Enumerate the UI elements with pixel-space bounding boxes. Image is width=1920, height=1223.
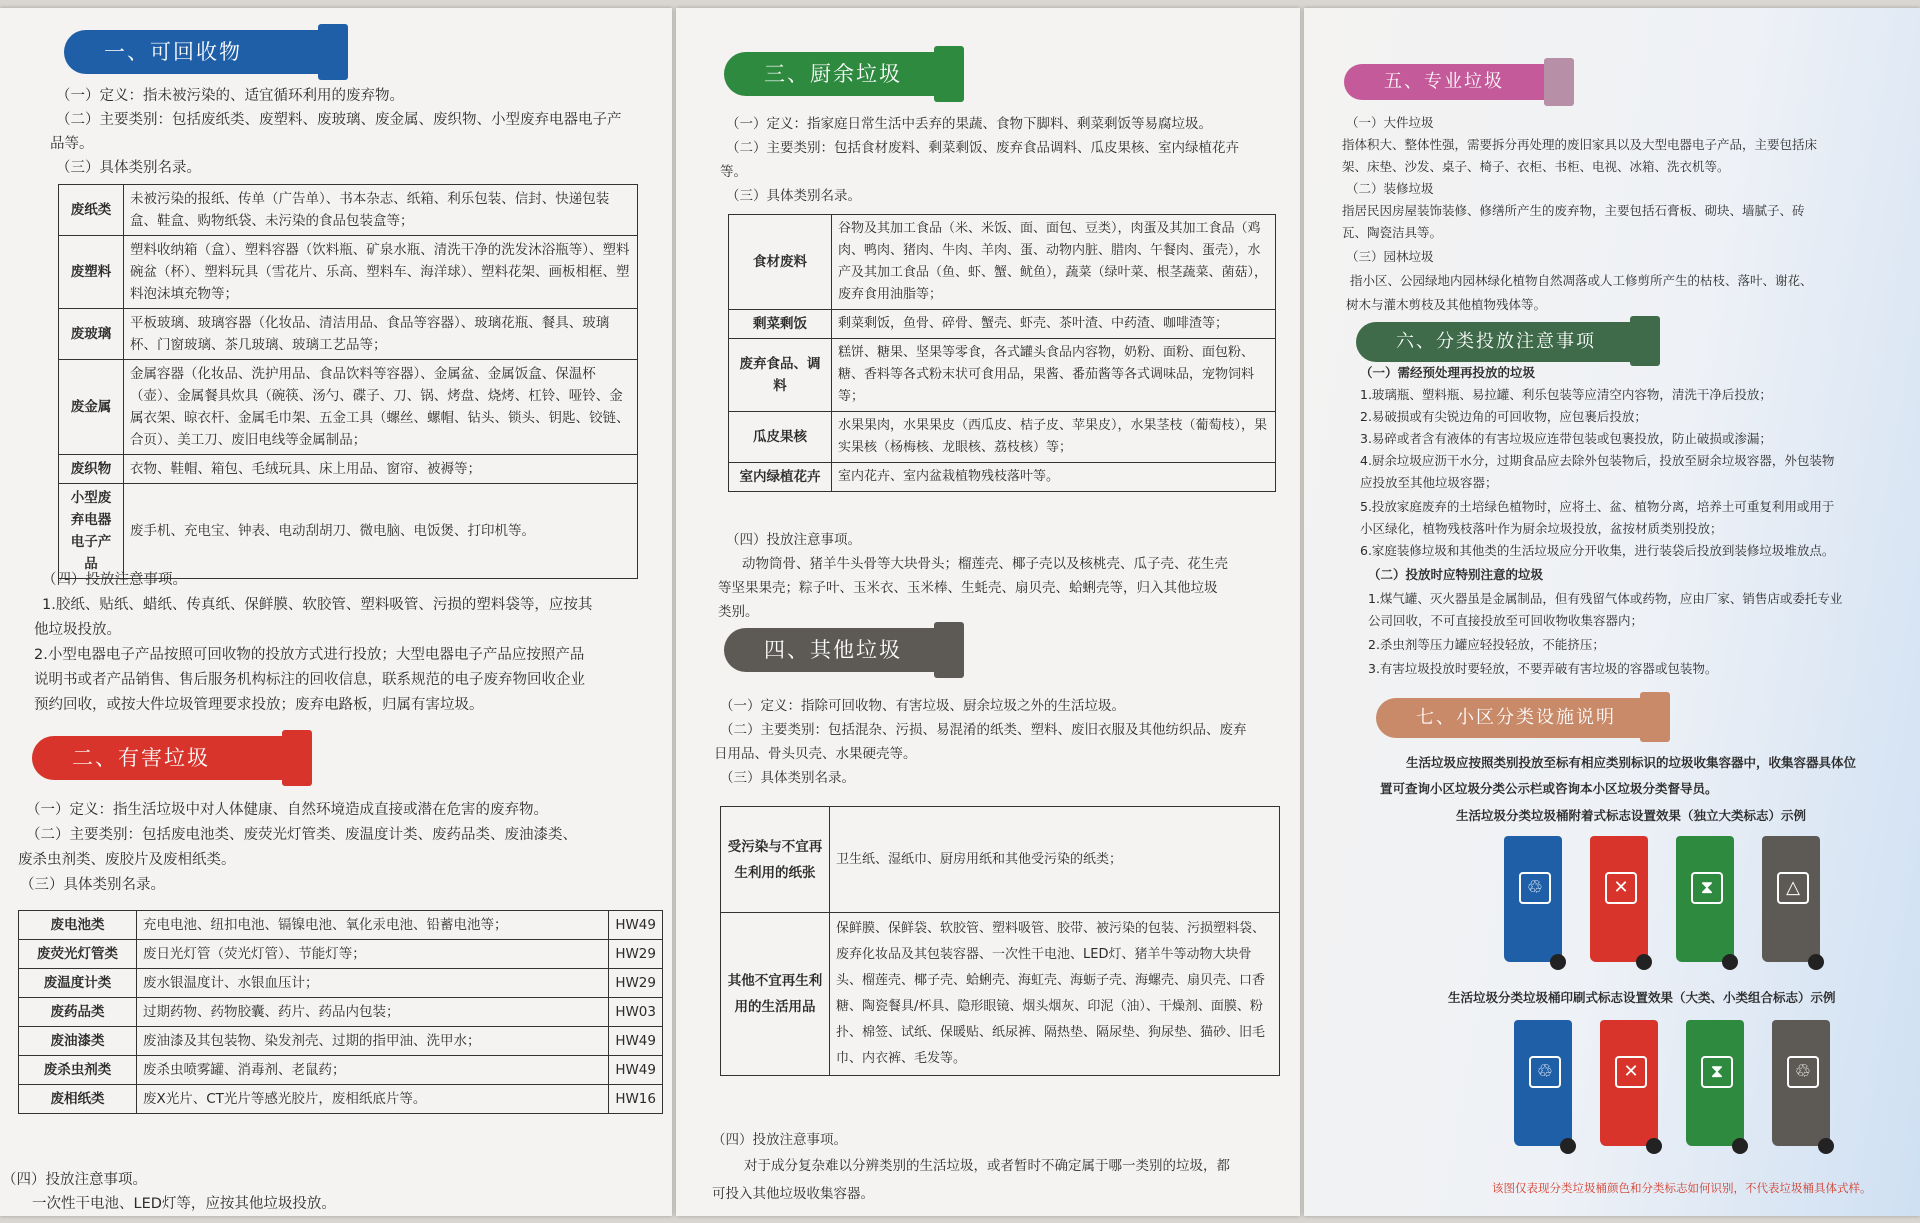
bin-icon [318, 24, 348, 80]
notes-heading: （二）投放时应特别注意的垃圾 [1368, 567, 1544, 582]
notes-line: 说明书或者产品销售、售后服务机构标注的回收信息，联系规范的电子废弃物回收企业 [34, 672, 585, 688]
hazardous-table [18, 910, 663, 1114]
hazard-code: HW49 [609, 911, 663, 940]
section-banner-notes [1356, 322, 1646, 362]
section-banner-facilities [1376, 698, 1656, 738]
table-row [729, 215, 1276, 310]
table-row [729, 412, 1276, 463]
bin-icon [1640, 692, 1670, 742]
row-header: 室内绿植花卉 [729, 463, 832, 492]
bins-caption-1: 生活垃圾分类垃圾桶附着式标志设置效果（独立大类标志）示例 [1456, 808, 1807, 823]
kitchen-icon: ⧗ [1701, 1056, 1733, 1088]
other-bin [1772, 1020, 1830, 1146]
types-line: （二）主要类别：包括混杂、污损、易混淆的纸类、塑料、废旧衣服及其他纺织品、废弃 [720, 722, 1247, 738]
row-header: 废杀虫剂类 [19, 1056, 137, 1085]
disclaimer-note: 该图仅表现分类垃圾桶颜色和分类标志如何识别，不代表垃圾桶具体式样。 [1492, 1181, 1872, 1195]
notes-line: 5.投放家庭废弃的土培绿色植物时，应将土、盆、植物分离，培养土可重复利用或用于 [1360, 499, 1835, 514]
kitchen-bin [1676, 836, 1734, 962]
bin-icon [1630, 316, 1660, 366]
notes-line: 4.厨余垃圾应沥干水分，过期食品应去除外包装物后，投放至厨余垃圾容器，外包装物 [1360, 453, 1835, 468]
kitchen-icon: ⧗ [1691, 872, 1723, 904]
row-content: 金属容器（化妆品、洗护用品、食品饮料等容器）、金属盆、金属饭盒、保温杯（壶）、金属餐具炊具（碗筷、汤勺、碟子、刀、锅、烤盘、烧烤、杠铃、哑铃、金属衣架、晾衣杆、金属毛巾架、五金工具（螺丝、螺帽、钻头、锁头、钥匙、铰链、合页）、美工刀、废旧电线等金属制品； [124, 360, 638, 455]
special-line: 架、床垫、沙发、桌子、椅子、衣柜、书柜、电视、冰箱、洗衣机等。 [1342, 159, 1730, 174]
section-title: 六、分类投放注意事项 [1396, 331, 1596, 352]
definition: （一）定义：指未被污染的、适宜循环利用的废弃物。 [56, 88, 404, 104]
bins-row-2 [1514, 1020, 1830, 1146]
section-banner-special [1344, 64, 1560, 100]
row-content: 废X光片、CT光片等感光胶片，废相纸底片等。 [137, 1085, 609, 1114]
row-header: 废荧光灯管类 [19, 940, 137, 969]
special-line: （三）园林垃圾 [1346, 249, 1434, 264]
kitchen-table [728, 214, 1276, 492]
row-content: 废油漆及其包装物、染发剂壳、过期的指甲油、洗甲水； [137, 1027, 609, 1056]
notes-line: 应投放至其他垃圾容器； [1360, 475, 1498, 490]
facilities-text: 生活垃圾应按照类别投放至标有相应类别标识的垃圾收集容器中，收集容器具体位 [1406, 755, 1857, 770]
kitchen-bin [1686, 1020, 1744, 1146]
bin-icon [282, 730, 312, 786]
table-row [19, 911, 663, 940]
special-line: 树木与灌木剪枝及其他植物残体等。 [1346, 297, 1547, 312]
recycle-icon: ♲ [1519, 872, 1551, 904]
row-content: 未被污染的报纸、传单（广告单）、书本杂志、纸箱、利乐包装、信封、快递包装盒、鞋盒、购物纸袋、未污染的食品包装盒等； [124, 185, 638, 236]
hazardous-bin [1600, 1020, 1658, 1146]
notes-line: （四）投放注意事项。 [42, 572, 187, 588]
notes-line: 他垃圾投放。 [34, 622, 121, 638]
definition: （一）定义：指除可回收物、有害垃圾、厨余垃圾之外的生活垃圾。 [720, 698, 1125, 714]
other-icon: ♲ [1787, 1056, 1819, 1088]
hazard-code: HW29 [609, 969, 663, 998]
row-content: 保鲜膜、保鲜袋、软胶管、塑料吸管、胶带、被污染的包装、污损塑料袋、废弃化妆品及其包装容器、一次性干电池、LED灯、猪羊牛等动物大块骨头、榴莲壳、椰子壳、蛤蜊壳、海虹壳、海蛎子壳、海螺壳、扇贝壳、口香糖、陶瓷餐具/杯具、隐形眼镜、烟头烟灰、印泥（油）、干燥剂、面膜、粉扑、棉签、试纸、保暖贴、纸尿裤、隔热垫、隔尿垫、狗尿垫、猫砂、旧毛巾、内衣裤、毛发等。 [830, 913, 1280, 1076]
recyclable-table [58, 184, 638, 579]
special-line: 瓦、陶瓷洁具等。 [1342, 225, 1443, 240]
list-heading: （三）具体类别名录。 [20, 877, 165, 893]
notes-line: 类别。 [718, 604, 759, 620]
recyclable-bin [1504, 836, 1562, 962]
table-row [721, 807, 1280, 913]
notes-line: 2.易破损或有尖锐边角的可回收物，应包裹后投放； [1360, 409, 1647, 424]
hazardous-bin [1590, 836, 1648, 962]
section-banner-hazardous [32, 736, 298, 780]
row-content: 废日光灯管（荧光灯管）、节能灯等； [137, 940, 609, 969]
row-header: 瓜皮果核 [729, 412, 832, 463]
row-header: 废纸类 [59, 185, 124, 236]
section-title: 三、厨余垃圾 [764, 62, 902, 86]
notes-line: 3.易碎或者含有液体的有害垃圾应连带包装或包裹投放，防止破损或渗漏； [1360, 431, 1772, 446]
table-row [59, 484, 638, 579]
other-icon: △ [1777, 872, 1809, 904]
row-content: 平板玻璃、玻璃容器（化妆品、清洁用品、食品等容器）、玻璃花瓶、餐具、玻璃杯、门窗玻璃、茶几玻璃、玻璃工艺品等； [124, 309, 638, 360]
special-line: （一）大件垃圾 [1346, 115, 1434, 130]
table-row [729, 339, 1276, 412]
section-banner-other [724, 628, 950, 672]
table-row [729, 463, 1276, 492]
table-row [59, 185, 638, 236]
row-content: 衣物、鞋帽、箱包、毛绒玩具、床上用品、窗帘、被褥等； [124, 455, 638, 484]
list-heading: （三）具体类别名录。 [720, 770, 855, 786]
recyclable-bin [1514, 1020, 1572, 1146]
row-header: 废温度计类 [19, 969, 137, 998]
bin-icon [1544, 58, 1574, 106]
notes-line: 1.煤气罐、灭火器虽是金属制品，但有残留气体或药物，应由厂家、销售店或委托专业 [1368, 591, 1843, 606]
notes-line: 一次性干电池、LED灯等，应按其他垃圾投放。 [32, 1196, 336, 1212]
recycle-icon: ♲ [1529, 1056, 1561, 1088]
row-header: 食材废料 [729, 215, 832, 310]
section-title: 四、其他垃圾 [764, 638, 902, 662]
special-line: 指居民因房屋装饰装修、修缮所产生的废弃物，主要包括石膏板、砌块、墙腻子、砖 [1342, 203, 1805, 218]
row-content: 谷物及其加工食品（米、米饭、面、面包、豆类），肉蛋及其加工食品（鸡肉、鸭肉、猪肉、牛肉、羊肉、蛋、动物内脏、腊肉、午餐肉、蛋壳），水产及其加工食品（鱼、虾、蟹、鱿鱼），蔬菜（绿叶菜、根茎蔬菜、菌菇），废弃食用油脂等； [832, 215, 1276, 310]
hazard-code: HW49 [609, 1027, 663, 1056]
row-content: 过期药物、药物胶囊、药片、药品内包装； [137, 998, 609, 1027]
notes-line: 3.有害垃圾投放时要轻放，不要弄破有害垃圾的容器或包装物。 [1368, 661, 1718, 676]
table-row [59, 455, 638, 484]
bins-row-1 [1504, 836, 1820, 962]
list-heading: （三）具体类别名录。 [726, 188, 861, 204]
notes-line: 对于成分复杂难以分辨类别的生活垃圾，或者暂时不确定属于哪一类别的垃圾，都 [744, 1158, 1230, 1174]
left-page [0, 8, 672, 1216]
types-line: （二）主要类别：包括废电池类、废荧光灯管类、废温度计类、废药品类、废油漆类、 [26, 827, 577, 843]
section-banner-recyclable [64, 30, 334, 74]
table-row [721, 913, 1280, 1076]
row-header: 剩菜剩饭 [729, 310, 832, 339]
facilities-text: 置可查询小区垃圾分类公示栏或咨询本小区垃圾分类督导员。 [1380, 781, 1718, 796]
row-content: 糕饼、糖果、坚果等零食，各式罐头食品内容物，奶粉、面粉、面包粉、糖、香料等各式粉末状可食用品，果酱、番茄酱等各式调味品，宠物饲料等； [832, 339, 1276, 412]
section-banner-kitchen [724, 52, 950, 96]
notes-line: （四）投放注意事项。 [2, 1172, 147, 1188]
section-title: 五、专业垃圾 [1384, 71, 1504, 92]
table-row [19, 1027, 663, 1056]
hazard-code: HW29 [609, 940, 663, 969]
row-header: 废玻璃 [59, 309, 124, 360]
notes-heading: （一）需经预处理再投放的垃圾 [1360, 365, 1536, 380]
table-row [19, 969, 663, 998]
row-content: 充电电池、纽扣电池、镉镍电池、氧化汞电池、铅蓄电池等； [137, 911, 609, 940]
notes-line: 公司回收，不可直接投放至可回收物收集容器内； [1368, 613, 1644, 628]
row-header: 废弃食品、调料 [729, 339, 832, 412]
types-line: 品等。 [50, 136, 94, 152]
definition: （一）定义：指生活垃圾中对人体健康、自然环境造成直接或潜在危害的废弃物。 [26, 802, 548, 818]
notes-line: 6.家庭装修垃圾和其他类的生活垃圾应分开收集，进行装袋后投放到装修垃圾堆放点。 [1360, 543, 1835, 558]
table-row [19, 1085, 663, 1114]
table-row [59, 309, 638, 360]
row-content: 室内花卉、室内盆栽植物残枝落叶等。 [832, 463, 1276, 492]
types-line: 等。 [720, 164, 747, 180]
row-content: 废杀虫喷雾罐、消毒剂、老鼠药； [137, 1056, 609, 1085]
other-bin [1762, 836, 1820, 962]
right-page [1304, 8, 1920, 1216]
types-line: 日用品、骨头贝壳、水果硬壳等。 [714, 746, 917, 762]
notes-line: 等坚果果壳；粽子叶、玉米衣、玉米棒、生蚝壳、扇贝壳、蛤蜊壳等，归入其他垃圾 [718, 580, 1218, 596]
row-header: 废药品类 [19, 998, 137, 1027]
section-title: 一、可回收物 [104, 40, 242, 64]
special-line: （二）装修垃圾 [1346, 181, 1434, 196]
notes-line: 小区绿化，植物残枝落叶作为厨余垃圾投放，盆按材质类别投放； [1360, 521, 1723, 536]
row-header: 废相纸类 [19, 1085, 137, 1114]
hazard-code: HW16 [609, 1085, 663, 1114]
notes-line: 1.胶纸、贴纸、蜡纸、传真纸、保鲜膜、软胶管、塑料吸管、污损的塑料袋等，应按其 [42, 597, 593, 613]
table-row [59, 360, 638, 455]
row-header: 小型废弃电器电子产品 [59, 484, 124, 579]
section-title: 二、有害垃圾 [72, 746, 210, 770]
notes-line: 1.玻璃瓶、塑料瓶、易拉罐、利乐包装等应清空内容物，清洗干净后投放； [1360, 387, 1772, 402]
notes-line: 2.杀虫剂等压力罐应轻投轻放，不能挤压； [1368, 637, 1605, 652]
bins-caption-2: 生活垃圾分类垃圾桶印刷式标志设置效果（大类、小类组合标志）示例 [1448, 990, 1836, 1005]
hazard-icon: ✕ [1605, 872, 1637, 904]
row-header: 废织物 [59, 455, 124, 484]
hazard-code: HW03 [609, 998, 663, 1027]
notes-line: 动物筒骨、猪羊牛头骨等大块骨头；榴莲壳、椰子壳以及核桃壳、瓜子壳、花生壳 [742, 556, 1228, 572]
other-table [720, 806, 1280, 1076]
list-heading: （三）具体类别名录。 [56, 160, 201, 176]
special-line: 指体积大、整体性强，需要拆分再处理的废旧家具以及大型电器电子产品，主要包括床 [1342, 137, 1818, 152]
row-content: 水果果肉，水果果皮（西瓜皮、桔子皮、苹果皮），水果茎枝（葡萄枝），果实果核（杨梅核、龙眼核、荔枝核）等； [832, 412, 1276, 463]
table-row [19, 940, 663, 969]
row-header: 废油漆类 [19, 1027, 137, 1056]
row-content: 卫生纸、湿纸巾、厨房用纸和其他受污染的纸类； [830, 807, 1280, 913]
middle-page [676, 8, 1300, 1216]
notes-line: 预约回收，或按大件垃圾管理要求投放；废弃电路板，归属有害垃圾。 [34, 697, 484, 713]
hazard-code: HW49 [609, 1056, 663, 1085]
row-header: 废金属 [59, 360, 124, 455]
row-header: 受污染与不宜再生利用的纸张 [721, 807, 830, 913]
types-line: 废杀虫剂类、废胶片及废相纸类。 [18, 852, 236, 868]
table-row [729, 310, 1276, 339]
row-content: 塑料收纳箱（盒）、塑料容器（饮料瓶、矿泉水瓶、清洗干净的洗发沐浴瓶等）、塑料碗盆（杯）、塑料玩具（雪花片、乐高、塑料车、海洋球）、塑料花架、画板相框、塑料泡沫填充物等； [124, 236, 638, 309]
section-title: 七、小区分类设施说明 [1416, 707, 1616, 728]
bin-icon [934, 46, 964, 102]
notes-line: 可投入其他垃圾收集容器。 [712, 1186, 874, 1202]
notes-line: （四）投放注意事项。 [726, 532, 861, 548]
bin-icon [934, 622, 964, 678]
hazard-icon: ✕ [1615, 1056, 1647, 1088]
notes-line: 2.小型电器电子产品按照可回收物的投放方式进行投放；大型电器电子产品应按照产品 [34, 647, 585, 663]
row-header: 废电池类 [19, 911, 137, 940]
table-row [59, 236, 638, 309]
notes-line: （四）投放注意事项。 [712, 1132, 847, 1148]
row-content: 剩菜剩饭，鱼骨、碎骨、蟹壳、虾壳、茶叶渣、中药渣、咖啡渣等； [832, 310, 1276, 339]
types-line: （二）主要类别：包括食材废料、剩菜剩饭、废弃食品调料、瓜皮果核、室内绿植花卉 [726, 140, 1239, 156]
definition: （一）定义：指家庭日常生活中丢弃的果蔬、食物下脚料、剩菜剩饭等易腐垃圾。 [726, 116, 1212, 132]
table-row [19, 998, 663, 1027]
row-header: 废塑料 [59, 236, 124, 309]
types-line: （二）主要类别：包括废纸类、废塑料、废玻璃、废金属、废织物、小型废弃电器电子产 [56, 112, 622, 128]
table-row [19, 1056, 663, 1085]
row-content: 废手机、充电宝、钟表、电动刮胡刀、微电脑、电饭煲、打印机等。 [124, 484, 638, 579]
row-content: 废水银温度计、水银血压计； [137, 969, 609, 998]
row-header: 其他不宜再生利用的生活用品 [721, 913, 830, 1076]
special-line: 指小区、公园绿地内园林绿化植物自然凋落或人工修剪所产生的枯枝、落叶、谢花、 [1350, 273, 1813, 288]
